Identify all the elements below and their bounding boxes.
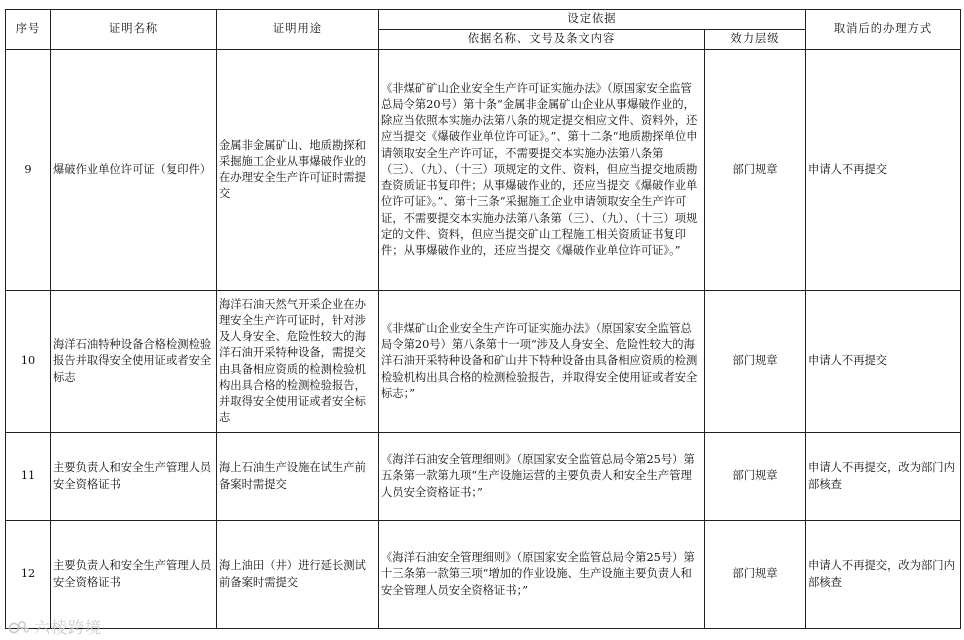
row-seq: 12: [6, 521, 51, 629]
row-use: 海上油田（井）进行延长测试前备案时需提交: [217, 521, 379, 629]
row-after: 申请人不再提交，改为部门内部核查: [806, 433, 961, 521]
watermark-text: 六棱跨境: [34, 618, 103, 637]
row-level: 部门规章: [705, 521, 806, 629]
row-seq: 9: [6, 50, 51, 291]
row-name: 主要负责人和安全生产管理人员安全资格证书: [51, 521, 217, 629]
row-level: 部门规章: [705, 291, 806, 433]
row-seq: 11: [6, 433, 51, 521]
table-row: [6, 433, 961, 521]
row-name: 主要负责人和安全生产管理人员安全资格证书: [51, 433, 217, 521]
table-row: [6, 50, 961, 291]
row-level: 部门规章: [705, 50, 806, 291]
table-row: [6, 521, 961, 629]
row-level: 部门规章: [705, 433, 806, 521]
row-basis: 《非煤矿山企业安全生产许可证实施办法》（原国家安全监管总局令第20号）第八条第十一项“涉及人身安全、危险性较大的海洋石油开采特种设备和矿山井下特种设备由具备相应资质的检测检验机构出具合格的检测检验报告，并取得安全使用证或者安全标志；”: [379, 291, 705, 433]
table-row: [6, 291, 961, 433]
row-name: 海洋石油特种设备合格检测检验报告并取得安全使用证或者安全标志: [51, 291, 217, 433]
row-use: 海上石油生产设施在试生产前备案时需提交: [217, 433, 379, 521]
row-after: 申请人不再提交: [806, 291, 961, 433]
row-name: 爆破作业单位许可证（复印件）: [51, 50, 217, 291]
row-use: 金属非金属矿山、地质勘探和采掘施工企业从事爆破作业的在办理安全生产许可证时需提交: [217, 50, 379, 291]
row-basis: 《海洋石油安全管理细则》（原国家安全监管总局令第25号）第十三条第一款第三项“增加的作业设施、生产设施主要负责人和安全管理人员安全资格证书；”: [379, 521, 705, 629]
header-seq: 序号: [6, 10, 51, 50]
header-level: 效力层级: [705, 30, 806, 50]
row-seq: 10: [6, 291, 51, 433]
header-after: 取消后的办理方式: [806, 10, 961, 50]
certificate-table: [5, 9, 961, 629]
row-basis: 《非煤矿矿山企业安全生产许可证实施办法》（原国家安全监管总局令第20号）第十条“金属非金属矿山企业从事爆破作业的，除应当依照本实施办法第八条的规定提交相应文件、资料外，还应当提交《爆破作业单位许可证》。”、第十二条“地质勘探单位申请领取安全生产许可证，不需要提交本实施办法第八条第（三）、（九）、（十三）项规定的文件、资料，但应当提交地质勘查资质证书复印件；从事爆破作业的，还应当提交《爆破作业单位许可证》。”、第十三条“采掘施工企业申请领取安全生产许可证，不需要提交本实施办法第八条第（三）、（九）、（十三）项规定的文件、资料，但应当提交矿山工程施工相关资质证书复印件；从事爆破作业的，还应当提交《爆破作业单位许可证》。”: [379, 50, 705, 291]
header-basis-group: 设定依据: [379, 10, 806, 30]
header-name: 证明名称: [51, 10, 217, 50]
header-basis-content: 依据名称、文号及条文内容: [379, 30, 705, 50]
watermark: [8, 615, 102, 638]
row-after: 申请人不再提交: [806, 50, 961, 291]
row-basis: 《海洋石油安全管理细则》（原国家安全监管总局令第25号）第五条第一款第九项“生产设施运营的主要负责人和安全生产管理人员安全资格证书；”: [379, 433, 705, 521]
row-use: 海洋石油天然气开采企业在办理安全生产许可证时，针对涉及人身安全、危险性较大的海洋石油开采特种设备，需提交由具备相应资质的检测检验机构出具合格的检测检验报告，并取得安全使用证或者安全标志: [217, 291, 379, 433]
header-use: 证明用途: [217, 10, 379, 50]
logo-icon: [8, 619, 30, 635]
row-after: 申请人不再提交，改为部门内部核查: [806, 521, 961, 629]
